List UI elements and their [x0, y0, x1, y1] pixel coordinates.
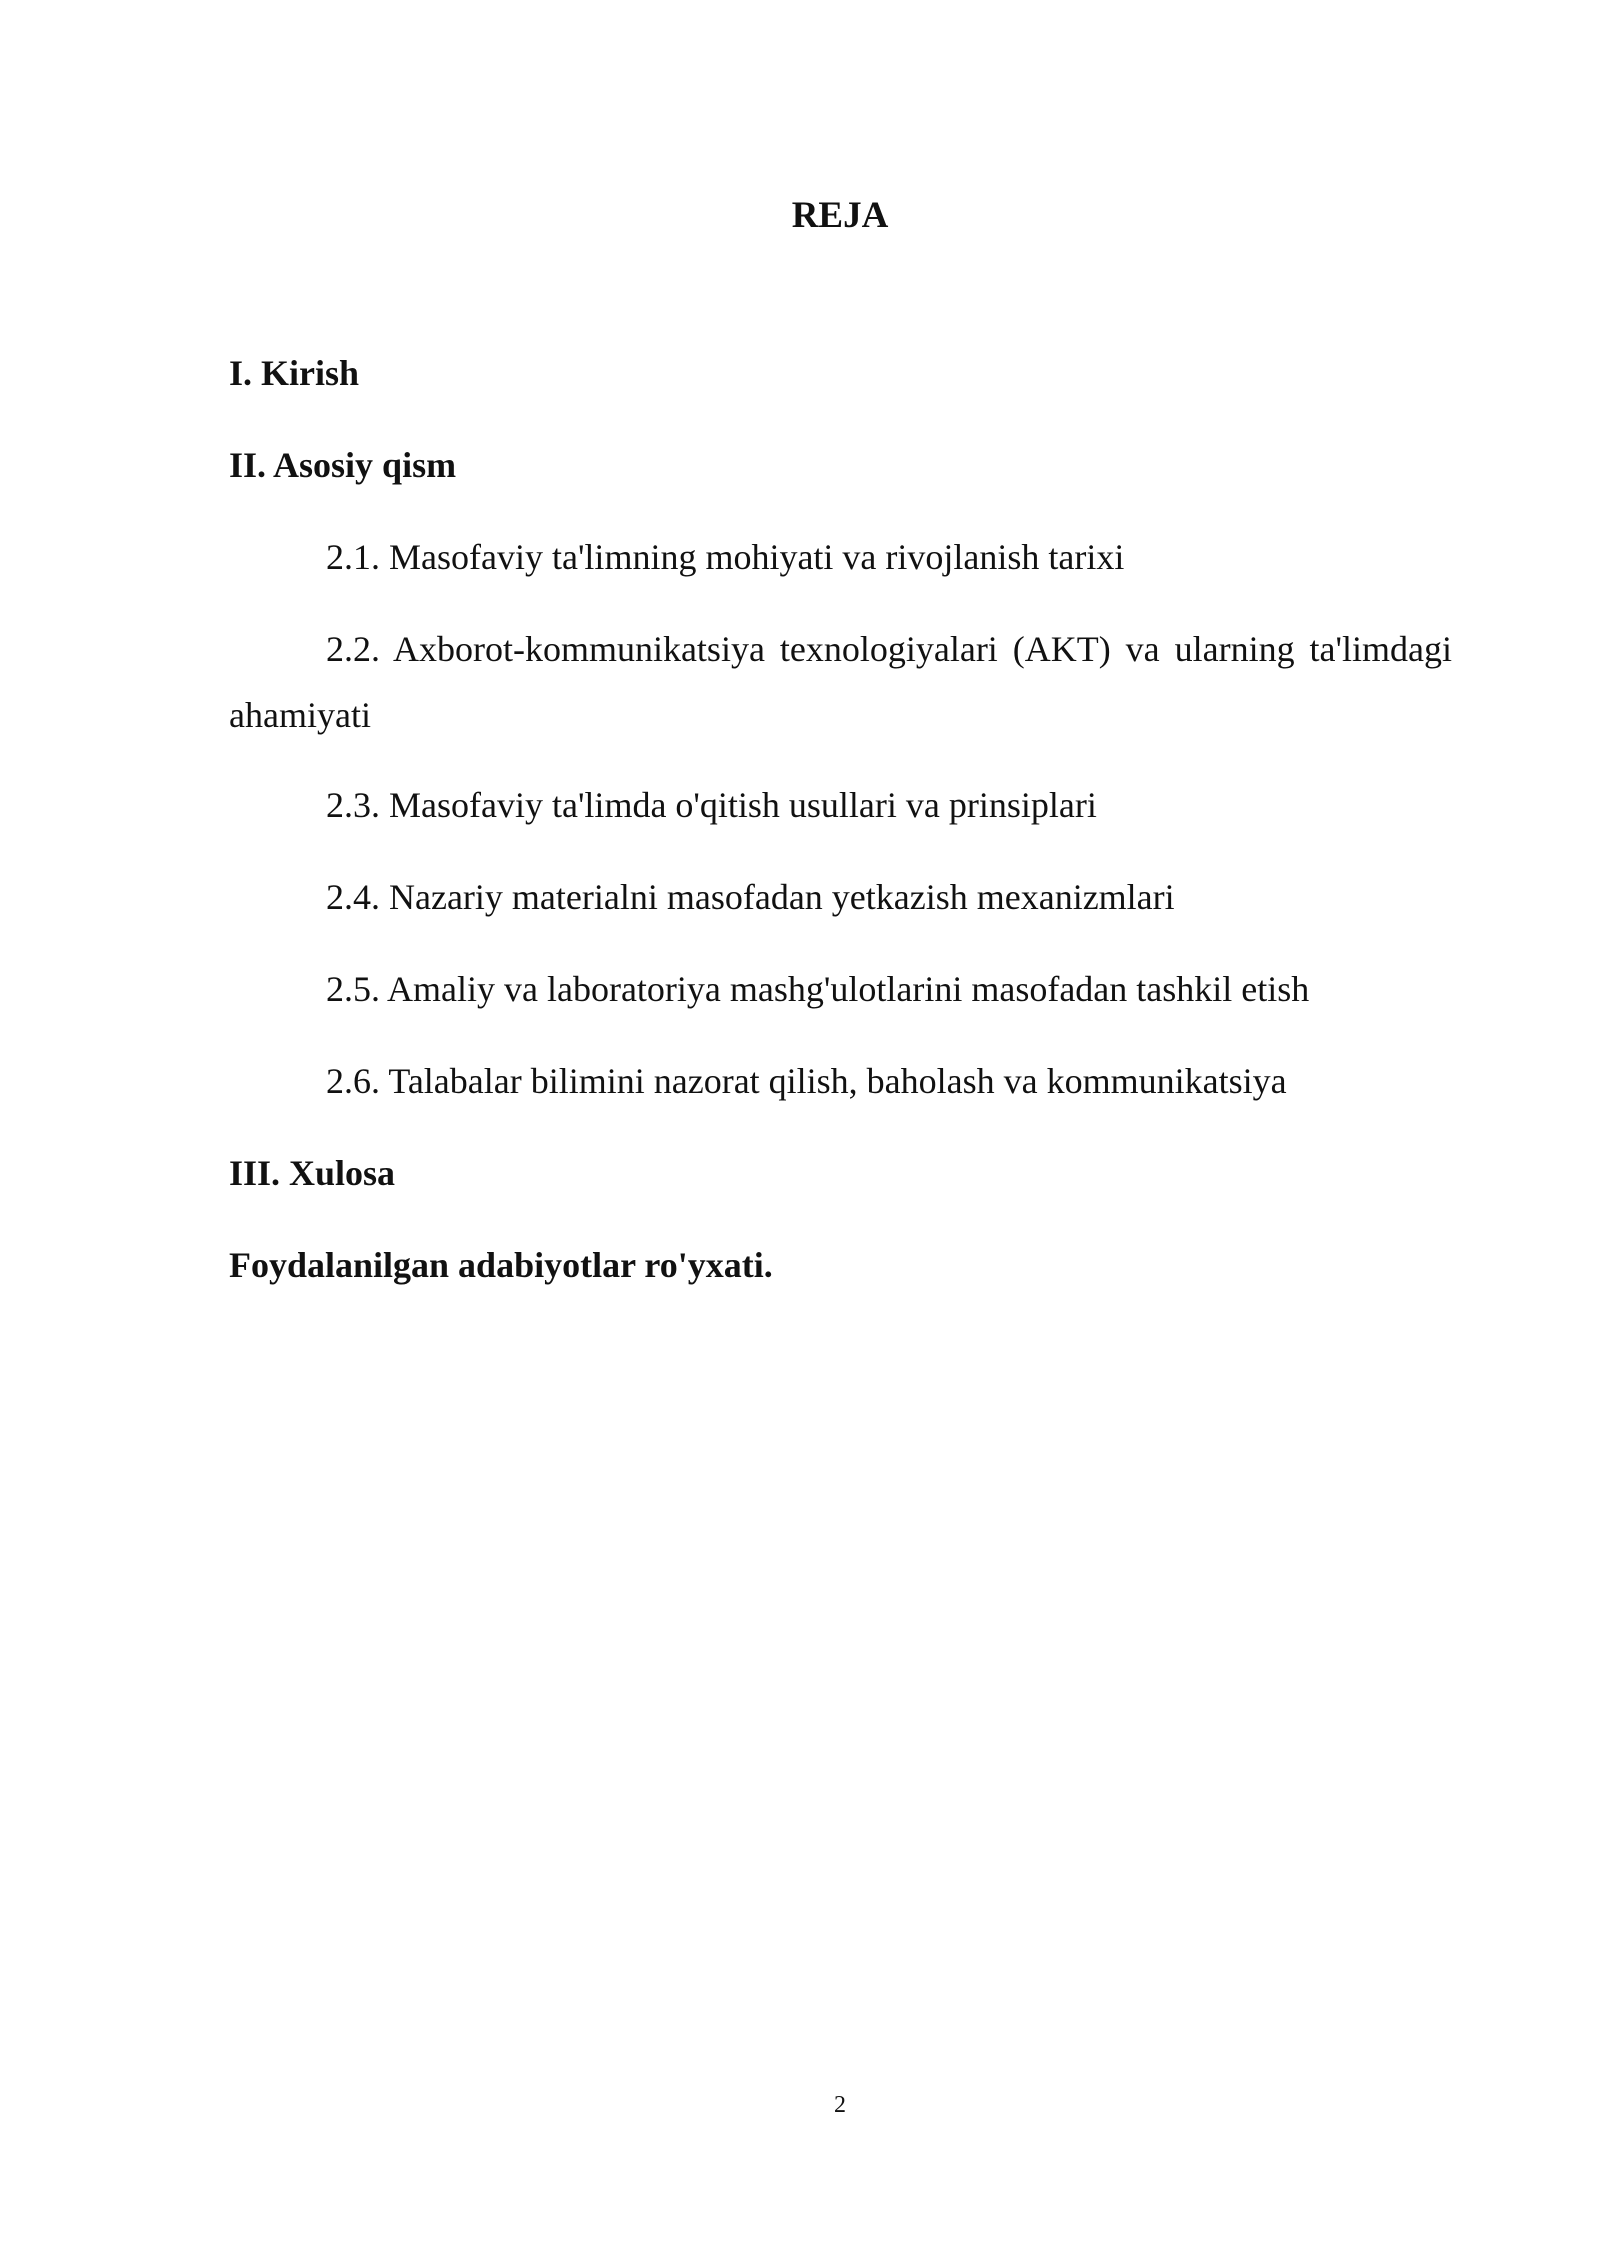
- plan-subitem-2-5: 2.5. Amaliy va laboratoriya mashg'ulotlarini masofadan tashkil etish: [326, 969, 1310, 1009]
- plan-item-adabiyotlar: Foydalanilgan adabiyotlar ro'yxati.: [229, 1245, 773, 1285]
- page-number: 2: [834, 2092, 846, 2118]
- plan-subitem-2-2: 2.2. Axborot-kommunikatsiya texnologiyalari (AKT) va ularning ta'limdagi ahamiyati: [229, 629, 1452, 735]
- page-title: REJA: [791, 195, 889, 236]
- plan-subitem-2-1: 2.1. Masofaviy ta'limning mohiyati va rivojlanish tarixi: [326, 537, 1125, 577]
- plan-item-kirish: I. Kirish: [229, 353, 360, 393]
- plan-item-xulosa: III. Xulosa: [229, 1153, 396, 1193]
- plan-subitem-2-6: 2.6. Talabalar bilimini nazorat qilish, baholash va kommunikatsiya: [326, 1061, 1287, 1101]
- plan-item-asosiy-qism: II. Asosiy qism: [229, 445, 457, 485]
- plan-subitem-2-3: 2.3. Masofaviy ta'limda o'qitish usullari va prinsiplari: [326, 785, 1097, 825]
- plan-subitem-2-4: 2.4. Nazariy materialni masofadan yetkazish mexanizmlari: [326, 877, 1175, 917]
